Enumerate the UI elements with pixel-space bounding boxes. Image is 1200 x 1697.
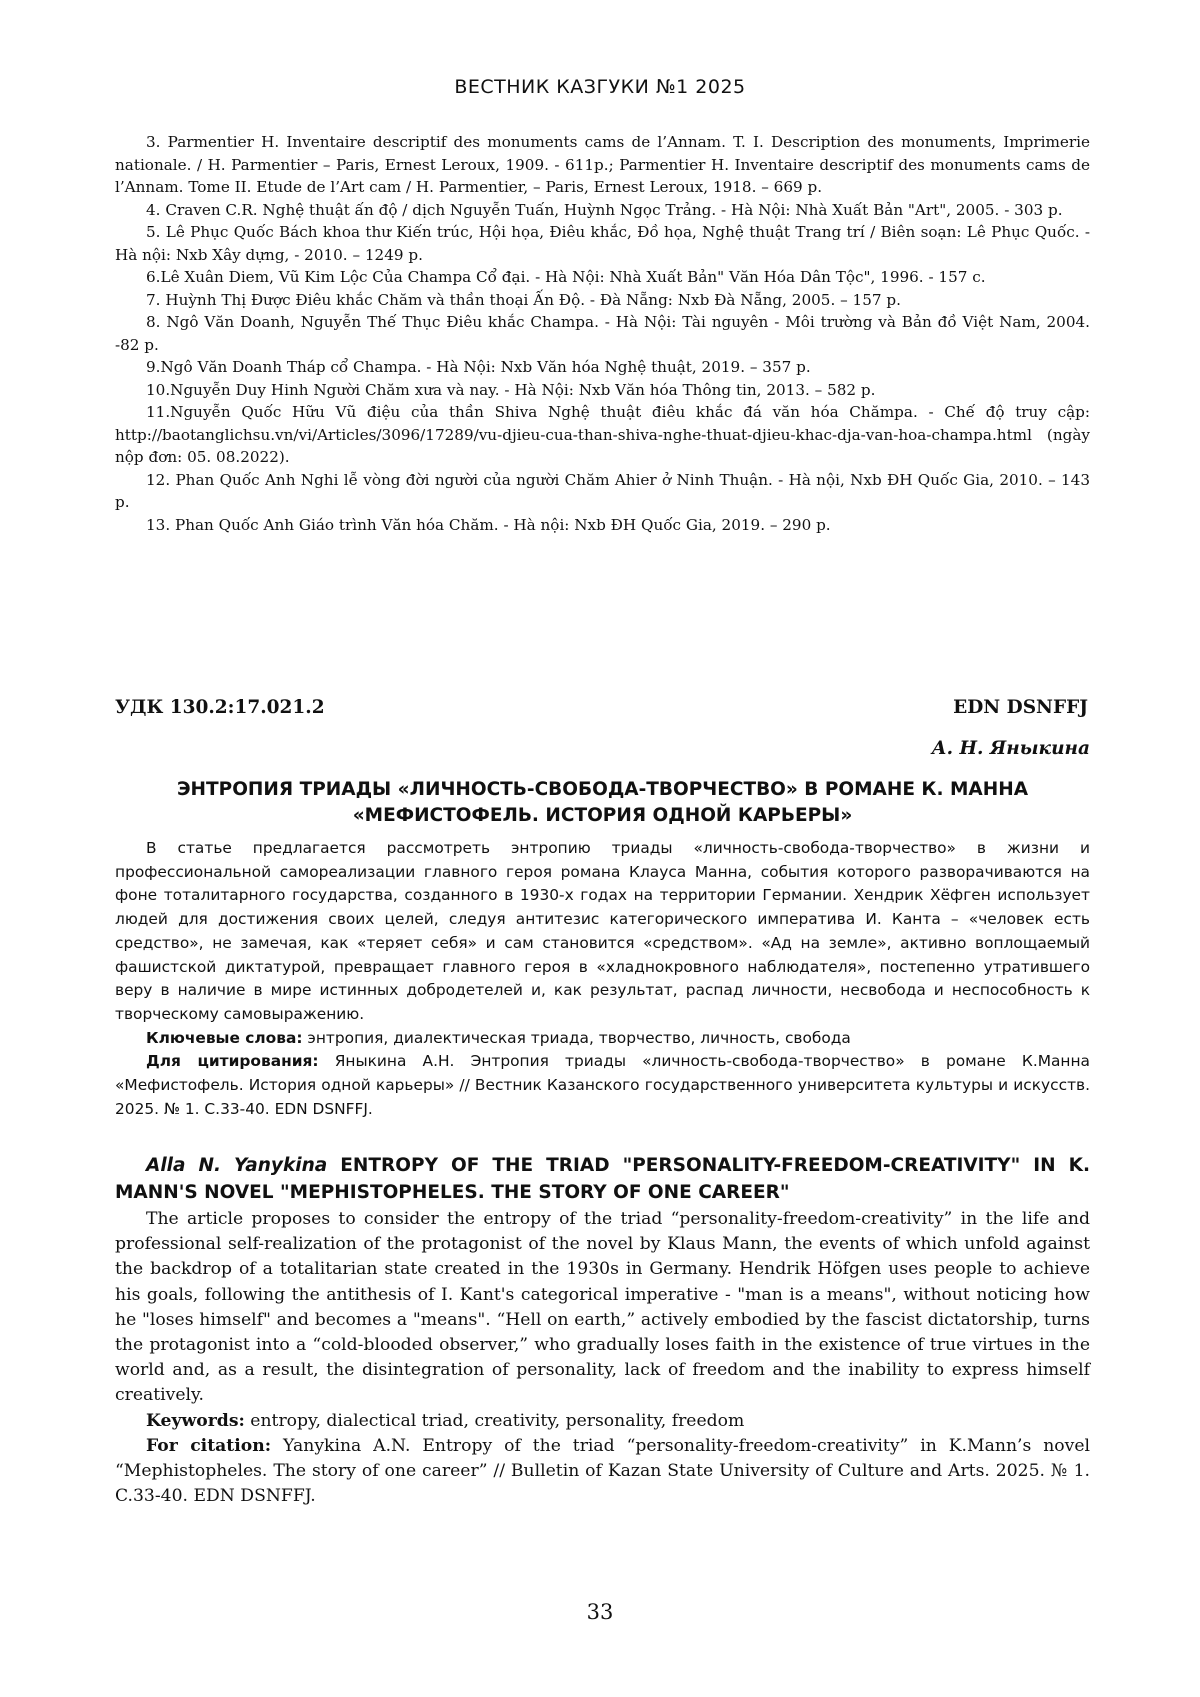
- article-title-en: [115, 1152, 1090, 1206]
- edn-code: EDN DSNFFJ: [953, 697, 1088, 718]
- citation-en: [115, 1434, 1090, 1510]
- citation-en-label: For citation:: [146, 1435, 272, 1456]
- page-number: 33: [586, 1600, 614, 1624]
- reference-item: 3. Parmentier H. Inventaire descriptif des monuments cams de l’Annam. T. I. Description des monuments, Imprimerie nationale. / H. Parmentier – Paris, Ernest Leroux, 1909. - 611p.; Parmentier H. Inventaire descriptif des monuments cams de l’Annam. Tome II. Etude de l’Art cam / H. Parmentier, – Paris, Ernest Leroux, 1918. – 669 p.: [115, 133, 1090, 196]
- citation-en-text: Yanykina A.N. Entropy of the triad “personality-freedom-creativity” in K.Mann’s novel “Mephistopheles. The story of one career” // Bulletin of Kazan State University of Culture and Arts. 2025. № 1. C.33-40. EDN DSNFFJ.: [115, 1435, 1091, 1507]
- title-ru-line: «МЕФИСТОФЕЛЬ. ИСТОРИЯ ОДНОЙ КАРЬЕРЫ»: [352, 805, 853, 826]
- citation-ru: [115, 1050, 1090, 1121]
- article-title-ru: [115, 777, 1090, 829]
- citation-ru-label: Для цитирования:: [146, 1052, 319, 1071]
- keywords-en-label: Keywords:: [146, 1410, 245, 1431]
- reference-item: 10.Nguyễn Duy Hinh Người Chăm xưa và nay. - Hà Nội: Nxb Văn hóa Thông tin, 2013. – 582 p.: [146, 380, 876, 399]
- abstract-en: The article proposes to consider the entropy of the triad “personality-freedom-creativity” in the life and professional self-realization of the protagonist of the novel by Klaus Mann, the events of which unfold against the backdrop of a totalitarian state created in the 1930s in Germany. Hendrik Höfgen uses people to achieve his goals, following the antithesis of I. Kant's categorical imperative - "man is a means", without noticing how he "loses himself" and becomes a "means". “Hell on earth,” actively embodied by the fascist dictatorship, turns the protagonist into a “cold-blooded observer,” who gradually loses faith in the existence of true virtues in the world and, as a result, the disintegration of personality, lack of freedom and the inability to express himself creatively.: [115, 1209, 1090, 1406]
- author-en: Alla N. Yanykina: [146, 1155, 328, 1176]
- reference-item: 13. Phan Quốc Anh Giáo trình Văn hóa Chăm. - Hà nội: Nxb ĐH Quốc Gia, 2019. – 290 p.: [146, 515, 831, 534]
- reference-item: 7. Huỳnh Thị Được Điêu khắc Chăm và thần thoại Ấn Độ. - Đà Nẵng: Nxb Đà Nẵng, 2005. – 157 p.: [146, 290, 901, 309]
- running-header: ВЕСТНИК КАЗГУКИ №1 2025: [454, 76, 746, 98]
- keywords-ru: [115, 1027, 1090, 1051]
- abstract-en-section: [115, 1207, 1090, 1509]
- reference-item: 4. Craven C.R. Nghệ thuật ấn độ / dịch Nguyễn Tuấn, Huỳnh Ngọc Trảng. - Hà Nội: Nhà Xuất Bản "Art", 2005. - 303 p.: [146, 200, 1063, 219]
- reference-item: 12. Phan Quốc Anh Nghi lễ vòng đời người của người Chăm Ahier ở Ninh Thuận. - Hà nội, Nxb ĐH Quốc Gia, 2010. – 143 p.: [115, 470, 1090, 511]
- reference-list: [115, 131, 1090, 536]
- reference-item: 11.Nguyễn Quốc Hữu Vũ điệu của thần Shiva Nghệ thuật điêu khắc đá văn hóa Chămpa. - Chế độ truy cập: http://baotanglichsu.vn/vi/Articles/3096/17289/vu-djieu-cua-than-shiva-nghe-thuat-djieu-khac-dja-van-hoa-champa.html (ngày nộp đơn: 05. 08.2022).: [115, 403, 1090, 466]
- title-ru-line: ЭНТРОПИЯ ТРИАДЫ «ЛИЧНОСТЬ-СВОБОДА-ТВОРЧЕСТВО» В РОМАНЕ К. МАННА: [176, 779, 1029, 800]
- keywords-ru-text: энтропия, диалектическая триада, творчество, личность, свобода: [302, 1028, 851, 1047]
- reference-item: 9.Ngô Văn Doanh Tháp cổ Champa. - Hà Nội: Nxb Văn hóa Nghệ thuật, 2019. – 357 p.: [146, 358, 811, 376]
- author-ru: А. Н. Яныкина: [931, 738, 1090, 759]
- keywords-ru-label: Ключевые слова:: [146, 1028, 303, 1047]
- reference-item: 5. Lê Phục Quốc Bách khoa thư Kiến trúc, Hội họa, Điêu khắc, Đồ họa, Nghệ thuật Trang trí / Biên soạn: Lê Phục Quốc. - Hà nội: Nxb Xây dựng, - 2010. – 1249 p.: [115, 223, 1090, 264]
- keywords-en-text: entropy, dialectical triad, creativity, personality, freedom: [244, 1410, 745, 1431]
- udk-code: УДК 130.2:17.021.2: [115, 697, 325, 718]
- abstract-ru-section: [115, 837, 1090, 1121]
- title-en-text: ENTROPY OF THE TRIAD "PERSONALITY-FREEDOM-CREATIVITY" IN K. MANN'S NOVEL "MEPHISTOPHELES. THE STORY OF ONE CAREER": [115, 1155, 1090, 1203]
- reference-item: 8. Ngô Văn Doanh, Nguyễn Thế Thục Điêu khắc Champa. - Hà Nội: Tài nguyên - Môi trường và Bản đồ Việt Nam, 2004. -82 p.: [115, 313, 1090, 354]
- abstract-ru: В статье предлагается рассмотреть энтропию триады «личность-свобода-творчество» в жизни и профессиональной самореализации главного героя романа Клауса Манна, события которого разворачиваются на фоне тоталитарного государства, созданного в 1930-х годах на территории Германии. Хендрик Хёфген использует людей для достижения своих целей, следуя антитезис категорического императива И. Канта – «человек есть средство», не замечая, как «теряет себя» и сам становится «средством». «Ад на земле», активно воплощаемый фашистской диктатурой, превращает главного героя в «хладнокровного наблюдателя», постепенно утратившего веру в наличие в мире истинных добродетелей и, как результат, распад личности, несвобода и неспособность к творческому самовыражению.: [115, 839, 1090, 1023]
- reference-item: 6.Lê Xuân Diem, Vũ Kim Lộc Của Champa Cổ đại. - Hà Nội: Nhà Xuất Bản" Văn Hóa Dân Tộc", 1996. - 157 c.: [146, 268, 986, 286]
- citation-ru-text: Яныкина А.Н. Энтропия триады «личность-свобода-творчество» в романе К.Манна «Мефистофель. История одной карьеры» // Вестник Казанского государственного университета культуры и искусств. 2025. № 1. С.33-40. EDN DSNFFJ.: [115, 1052, 1090, 1118]
- keywords-en: [115, 1409, 1090, 1434]
